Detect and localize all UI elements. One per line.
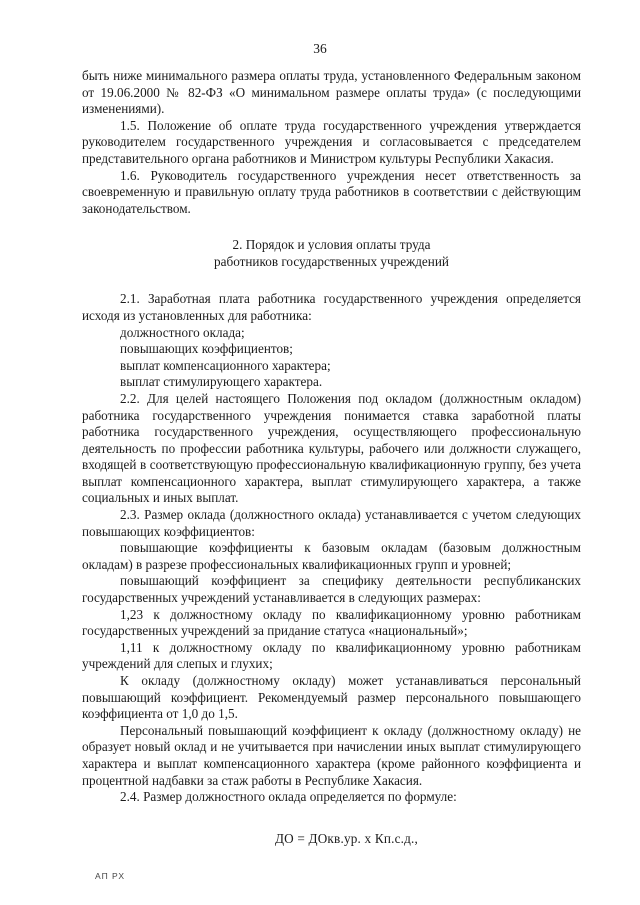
- paragraph-2-3-base-coefficients: повышающие коэффициенты к базовым окладам (базовым должностным окладам) в разрезе профессиональных квалификационных групп и уровней;: [82, 540, 581, 572]
- section-heading-line-1: 2. Порядок и условия оплаты труда: [232, 237, 431, 253]
- list-item: должностного оклада;: [120, 324, 245, 340]
- section-heading-line-2: работников государственных учреждений: [214, 254, 449, 270]
- paragraph-2-1: 2.1. Заработная плата работника государственного учреждения определяется исходя из установленных для работника:: [82, 291, 581, 323]
- paragraph-2-3: 2.3. Размер оклада (должностного оклада) устанавливается с учетом следующих повышающих коэффициентов:: [82, 507, 581, 539]
- footer-mark: АП РХ: [95, 871, 126, 881]
- paragraph-1-6: 1.6. Руководитель государственного учреждения несет ответственность за своевременную и правильную оплату труда работников в соответствии с действующим законодательством.: [82, 167, 581, 216]
- salary-formula: ДО = ДОкв.ур. х Кп.с.д.,: [274, 830, 419, 846]
- paragraph-1-5: 1.5. Положение об оплате труда государственного учреждения утверждается руководителем государственного учреждения и согласовывается с председателем представительного органа работников и Министром культуры Республики Хакасия.: [82, 117, 581, 166]
- paragraph-2-4: 2.4. Размер должностного оклада определяется по формуле:: [120, 789, 457, 805]
- paragraph-continuation: быть ниже минимального размера оплаты труда, установленного Федеральным законом от 19.06.2000 № 82-ФЗ «О минимальном размере оплаты труда» (с последующими изменениями).: [82, 68, 581, 117]
- list-item: выплат компенсационного характера;: [120, 357, 331, 373]
- paragraph-2-3-blind-deaf: 1,11 к должностному окладу по квалификационному уровню работникам учреждений для слепых и глухих;: [82, 639, 581, 672]
- paragraph-2-2: 2.2. Для целей настоящего Положения под окладом (должностным окладом) работника государственного учреждения понимается ставка заработной платы работника государственного учреждения, осуществляющего профессиональную деятельность по профессии работника культуры, рабочего или должности служащего, входящей в соответствующую профессиональную квалификационную группу, без учета выплат компенсационного характера, выплат стимулирующего характера, а также социальных и иных выплат.: [82, 390, 581, 506]
- list-item: выплат стимулирующего характера.: [120, 374, 323, 390]
- paragraph-2-3-specific-coefficient: повышающий коэффициент за специфику деятельности республиканских государственных учреждений устанавливается в следующих размерах:: [82, 573, 581, 606]
- list-item: повышающих коэффициентов;: [120, 341, 293, 357]
- paragraph-2-3-national-status: 1,23 к должностному окладу по квалификационному уровню работникам государственных учреждений за придание статуса «национальный»;: [82, 606, 581, 639]
- paragraph-personal-coefficient-note: Персональный повышающий коэффициент к окладу (должностному окладу) не образует новый оклад и не учитывается при начислении иных выплат стимулирующего характера и выплат компенсационного характера (кроме районного коэффициента и процентной надбавки за стаж работы в Республике Хакасия.: [82, 722, 581, 788]
- page-number: 36: [313, 41, 327, 56]
- paragraph-personal-coefficient: К окладу (должностному окладу) может устанавливаться персональный повышающий коэффициент. Рекомендуемый размер персонального повышающего коэффициента от 1,0 до 1,5.: [82, 673, 581, 722]
- section-heading: [82, 236, 581, 270]
- document-body: [82, 68, 581, 847]
